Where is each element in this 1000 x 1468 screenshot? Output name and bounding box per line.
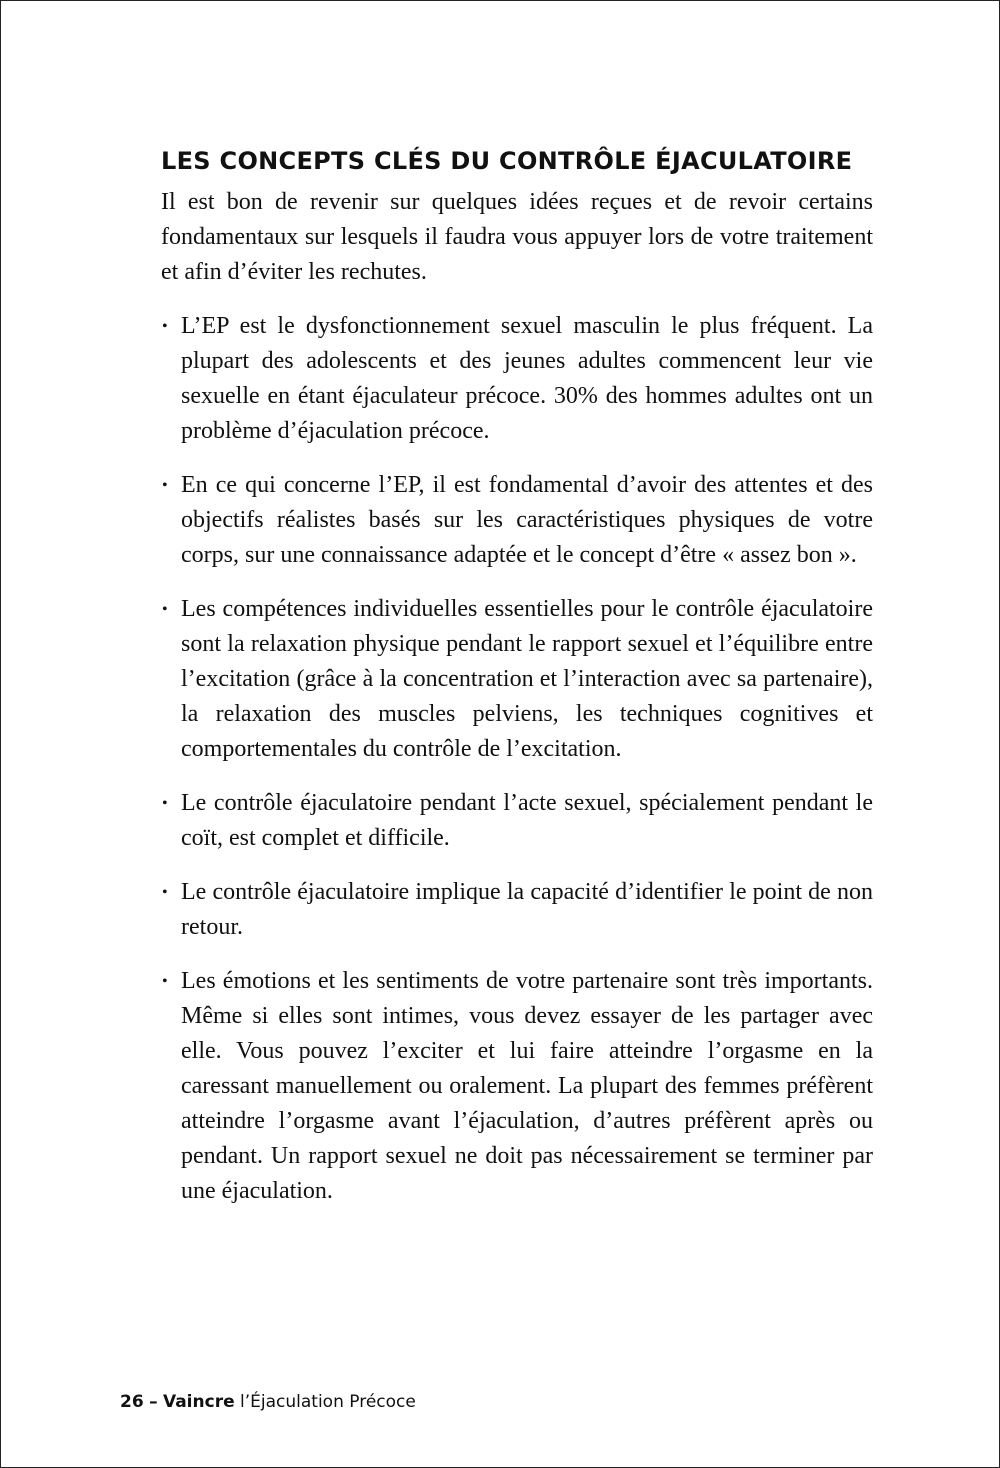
section-heading: LES CONCEPTS CLÉS DU CONTRÔLE ÉJACULATOIRE (161, 147, 853, 175)
bullet-icon: • (162, 601, 168, 618)
bullet-item (161, 592, 873, 767)
bullet-icon: • (162, 318, 168, 335)
page-content (161, 141, 873, 1228)
bullet-text: Le contrôle éjaculatoire pendant l’acte sexuel, spécialement pendant le coït, est complet et difficile. (181, 790, 873, 851)
bullet-item (161, 468, 873, 573)
bullet-item (161, 786, 873, 856)
page-number: 26 (120, 1392, 144, 1412)
book-title-rest: l’Éjaculation Précoce (240, 1392, 416, 1412)
page-footer (120, 1392, 416, 1412)
bullet-icon: • (162, 973, 168, 990)
book-title-bold: Vaincre (162, 1392, 235, 1412)
bullet-text: Le contrôle éjaculatoire implique la capacité d’identifier le point de non retour. (181, 879, 873, 940)
bullet-text: Les compétences individuelles essentielles pour le contrôle éjaculatoire sont la relaxation physique pendant le rapport sexuel et l’équilibre entre l’excitation (grâce à la concentration et l’interaction avec sa partenaire), la relaxation des muscles pelviens, les techniques cognitives et comportementales du contrôle de l’excitation. (181, 596, 873, 762)
bullet-item (161, 875, 873, 945)
bullet-icon: • (162, 795, 168, 812)
bullet-item (161, 964, 873, 1209)
bullet-text: L’EP est le dysfonctionnement sexuel masculin le plus fréquent. La plupart des adolescents et des jeunes adultes commencent leur vie sexuelle en étant éjaculateur précoce. 30% des hommes adultes ont un problème d’éjaculation précoce. (181, 313, 873, 444)
bullet-icon: • (162, 884, 168, 901)
intro-paragraph: Il est bon de revenir sur quelques idées reçues et de revoir certains fondamentaux sur lesquels il faudra vous appuyer lors de votre traitement et afin d’éviter les rechutes. (161, 189, 873, 285)
bullet-text: Les émotions et les sentiments de votre partenaire sont très importants. Même si elles sont intimes, vous devez essayer de les partager avec elle. Vous pouvez l’exciter et lui faire atteindre l’orgasme en la caressant manuellement ou oralement. La plupart des femmes préfèrent atteindre l’orgasme avant l’éjaculation, d’autres préfèrent après ou pendant. Un rapport sexuel ne doit pas nécessairement se terminer par une éjaculation. (181, 968, 873, 1204)
bullet-icon: • (162, 477, 168, 494)
bullet-item (161, 309, 873, 449)
bullet-text: En ce qui concerne l’EP, il est fondamental d’avoir des attentes et des objectifs réalistes basés sur les caractéristiques physiques de votre corps, sur une connaissance adaptée et le concept d’être « assez bon ». (181, 472, 873, 568)
footer-separator: – (149, 1392, 158, 1412)
